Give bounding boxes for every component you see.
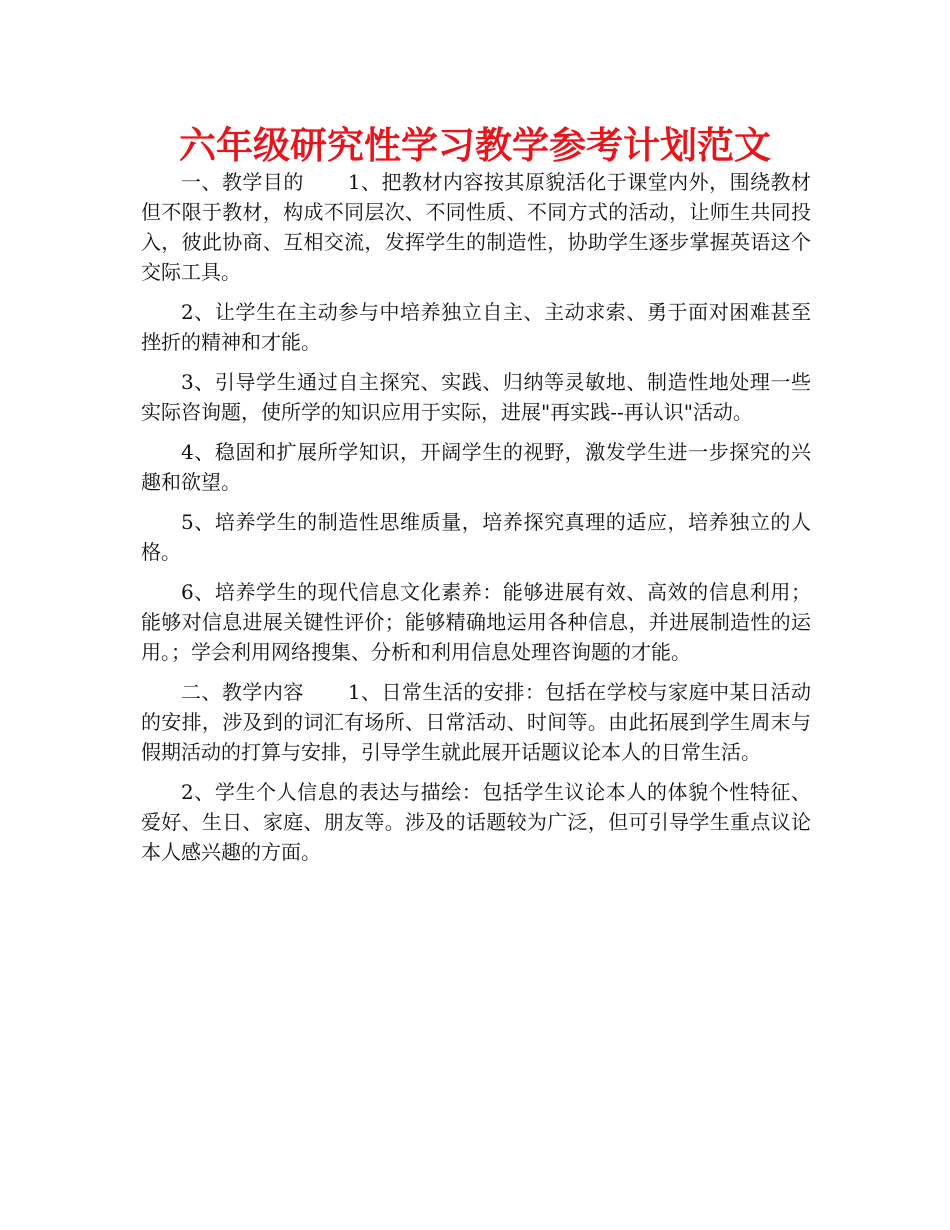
paragraph: 2、学生个人信息的表达与描绘：包括学生议论本人的体貌个性特征、爱好、生日、家庭、朋友等。涉及的话题较为广泛，但可引导学生重点议论本人感兴趣的方面。: [141, 780, 811, 864]
section2-lead: 1、日常生活的安排：包括在学校与家庭中某日活动的安排，涉及到的词汇有场所、日常活动、时间等。由此拓展到学生周末与假期活动的打算与安排，引导学生就此展开话题议论本人的日常生活。: [141, 680, 811, 764]
paragraph-section2: [141, 677, 811, 767]
section2-heading: 二、教学内容: [181, 680, 304, 704]
section1-heading: 一、教学目的: [181, 170, 304, 194]
document-title: 六年级研究性学习教学参考计划范文: [179, 124, 771, 167]
section1-lead: 1、把教材内容按其原貌活化于课堂内外，围绕教材但不限于教材，构成不同层次、不同性质、不同方式的活动，让师生共同投入，彼此协商、互相交流，发挥学生的制造性，协助学生逐步掌握英语这个交际工具。: [141, 170, 811, 284]
document-body: [141, 167, 811, 877]
paragraph-section1: [141, 167, 811, 287]
paragraph: 2、让学生在主动参与中培养独立自主、主动求索、勇于面对困难甚至挫折的精神和才能。: [141, 300, 811, 354]
paragraph: 3、引导学生通过自主探究、实践、归纳等灵敏地、制造性地处理一些实际咨询题，使所学的知识应用于实际，进展"再实践--再认识"活动。: [141, 370, 811, 424]
paragraph: 6、培养学生的现代信息文化素养：能够进展有效、高效的信息利用；能够对信息进展关键性评价；能够精确地运用各种信息，并进展制造性的运用。；学会利用网络搜集、分析和利用信息处理咨询题的才能。: [141, 580, 811, 664]
paragraph: 5、培养学生的制造性思维质量，培养探究真理的适应，培养独立的人格。: [141, 510, 811, 564]
paragraph: 4、稳固和扩展所学知识，开阔学生的视野，激发学生进一步探究的兴趣和欲望。: [141, 440, 811, 494]
